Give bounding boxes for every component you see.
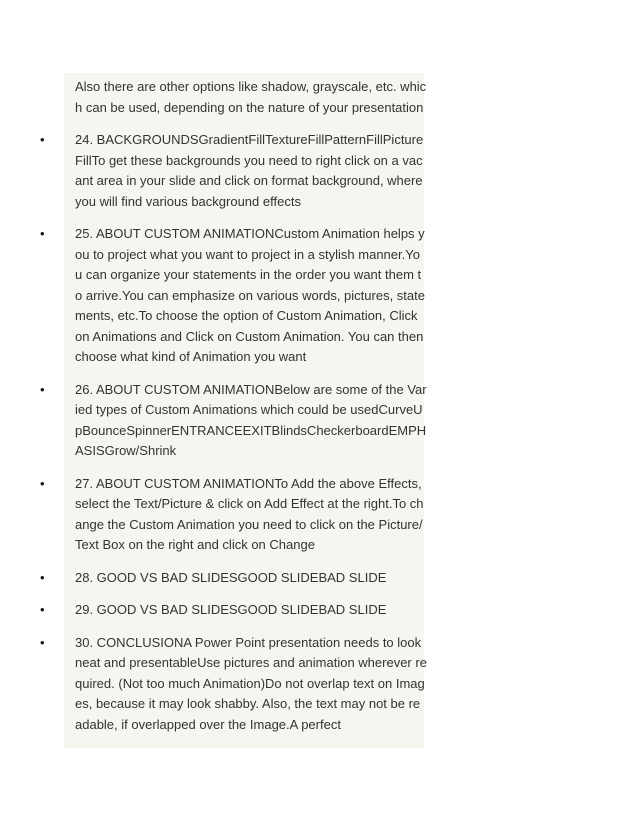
list-item-text: 24. BACKGROUNDSGradientFillTextureFillPatternFillPictureFillTo get these backgrounds you need to right click on a vacant area in your slide and click on format background, where you will find various background effects bbox=[75, 132, 424, 209]
list-item bbox=[40, 568, 424, 589]
list-item-text: 26. ABOUT CUSTOM ANIMATIONBelow are some of the Varied types of Custom Animations which could be usedCurveUpBounceSpinnerENTRANCEEXITBlindsCheckerboardEMPHASISGrow/Shrink bbox=[75, 381, 427, 458]
intro-paragraph bbox=[64, 73, 427, 118]
list-item-text: 27. ABOUT CUSTOM ANIMATIONTo Add the above Effects, select the Text/Picture & click on Add Effect at the right.To change the Custom Animation you need to click on the Picture/Text Box on the right and click on Change bbox=[75, 475, 424, 552]
bullet-icon: • bbox=[40, 226, 45, 241]
bullet-icon: • bbox=[40, 602, 45, 617]
bullet-icon: • bbox=[40, 475, 45, 491]
list-item bbox=[40, 380, 427, 462]
document-content-panel bbox=[40, 73, 427, 748]
list-item-text: 25. ABOUT CUSTOM ANIMATIONCustom Animation helps you to project what you want to project in a stylish manner.You can organize your statements in the order you want them to arrive.You can emphasize on various words, pictures, statements, etc.To choose the option of Custom Animation, Click on Animations and Click on Custom Animation. You can then choose what kind of Animation you want bbox=[75, 226, 425, 364]
bullet-icon: • bbox=[40, 634, 45, 650]
bullet-icon: • bbox=[40, 381, 45, 397]
list-item-text: 29. GOOD VS BAD SLIDESGOOD SLIDEBAD SLIDE bbox=[75, 602, 387, 617]
list-item bbox=[40, 600, 424, 621]
intro-text: Also there are other options like shadow, grayscale, etc. which can be used, depending on the nature of your presentation bbox=[75, 79, 427, 115]
slide-item-list bbox=[40, 130, 427, 735]
list-item bbox=[40, 224, 425, 368]
list-item bbox=[40, 130, 424, 212]
list-item bbox=[40, 474, 424, 556]
bullet-icon: • bbox=[40, 569, 45, 585]
list-item bbox=[40, 633, 427, 736]
list-item-text: 30. CONCLUSIONA Power Point presentation needs to look neat and presentableUse pictures and animation wherever required. (Not too much Animation)Do not overlap text on Images, because it may look shabby. Also, the text may not be readable, if overlapped over the Image.A perfect bbox=[75, 634, 427, 732]
bullet-icon: • bbox=[40, 132, 45, 147]
list-item-text: 28. GOOD VS BAD SLIDESGOOD SLIDEBAD SLIDE bbox=[75, 569, 387, 585]
